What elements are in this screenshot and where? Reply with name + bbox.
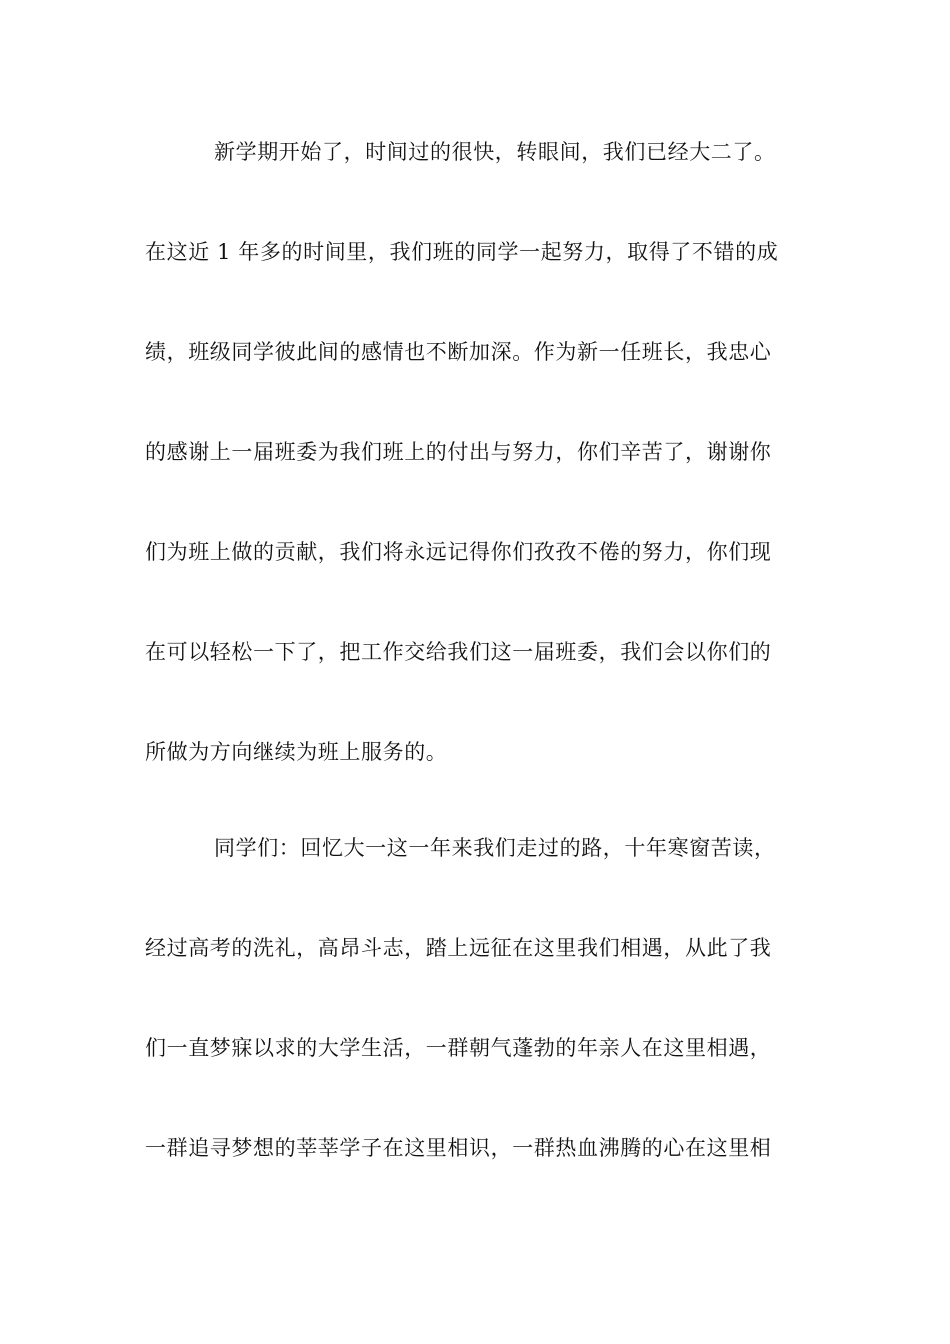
- paragraph-line: 们一直梦寐以求的大学生活，一群朝气蓬勃的年亲人在这里相遇，: [145, 1036, 772, 1060]
- paragraph-line: 新学期开始了，时间过的很快，转眼间，我们已经大二了。: [214, 140, 776, 164]
- paragraph-line: 们为班上做的贡献，我们将永远记得你们孜孜不倦的努力，你们现: [145, 540, 772, 564]
- paragraph-line: 绩，班级同学彼此间的感情也不断加深。作为新一任班长，我忠心: [145, 340, 772, 364]
- paragraph-line: 在可以轻松一下了，把工作交给我们这一届班委，我们会以你们的: [145, 640, 772, 664]
- paragraph-line: 在这近 1 年多的时间里，我们班的同学一起努力，取得了不错的成: [145, 240, 779, 264]
- paragraph-line: 所做为方向继续为班上服务的。: [145, 740, 448, 764]
- paragraph-line: 经过高考的洗礼，高昂斗志，踏上远征在这里我们相遇，从此了我: [145, 936, 772, 960]
- paragraph-line: 同学们：回忆大一这一年来我们走过的路，十年寒窗苦读，: [214, 836, 776, 860]
- paragraph-line: 一群追寻梦想的莘莘学子在这里相识，一群热血沸腾的心在这里相: [145, 1136, 772, 1160]
- paragraph-line: 的感谢上一届班委为我们班上的付出与努力，你们辛苦了，谢谢你: [145, 440, 772, 464]
